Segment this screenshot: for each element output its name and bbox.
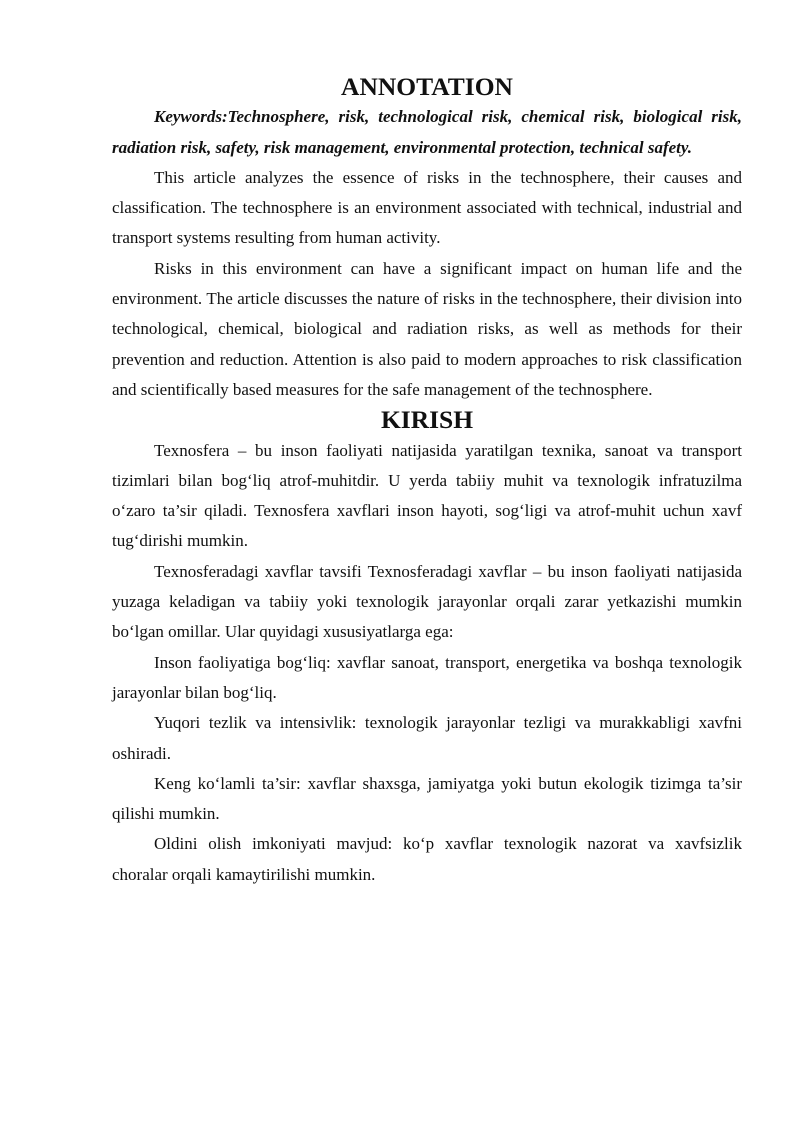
annotation-paragraph-1: This article analyzes the essence of risks in the technosphere, their causes and classification. The technosphere is an environment associated with technical, industrial and transport systems resulting from human activity. [112, 167, 742, 248]
kirish-paragraph-6: Oldini olish imkoniyati mavjud: ko‘p xavflar texnologik nazorat va xavfsizlik choralar orqali kamaytirilishi mumkin. [112, 834, 742, 884]
kirish-paragraph-3: Inson faoliyatiga bog‘liq: xavflar sanoat, transport, energetika va boshqa texnologik jarayonlar bilan bog‘liq. [112, 652, 742, 702]
document-page [112, 66, 742, 890]
annotation-heading: ANNOTATION [341, 72, 513, 101]
kirish-heading: KIRISH [380, 405, 474, 435]
kirish-paragraph-4: Yuqori tezlik va intensivlik: texnologik jarayonlar tezligi va murakkabligi xavfni oshiradi. [112, 713, 742, 763]
keywords-paragraph: Keywords:Technosphere, risk, technological risk, chemical risk, biological risk, radiation risk, safety, risk management, environmental protection, technical safety. [112, 107, 742, 157]
kirish-paragraph-5: Keng ko‘lamli ta’sir: xavflar shaxsga, jamiyatga yoki butun ekologik tizimga ta’sir qilishi mumkin. [112, 773, 742, 824]
annotation-paragraph-2: Risks in this environment can have a significant impact on human life and the environment. The article discusses the nature of risks in the technosphere, their division into technological, chemical, biological and radiation risks, as well as methods for their prevention and reduction. Attention is also paid to modern approaches to risk classification and scientifically based measures for the safe management of the technosphere. [112, 258, 742, 399]
kirish-paragraph-2: Texnosferadagi xavflar tavsifi Texnosferadagi xavflar – bu inson faoliyati natijasida yuzaga keladigan va tabiiy yoki texnologik jarayonlar orqali zarar yetkazishi mumkin bo‘lgan omillar. Ular quyidagi xususiyatlarga ega: [112, 561, 742, 642]
kirish-paragraph-1: Texnosfera – bu inson faoliyati natijasida yaratilgan texnika, sanoat va transport tizimlari bilan bog‘liq atrof-muhitdir. U yerda tabiiy muhit va texnologik infratuzilma o‘zaro ta’sir qiladi. Texnosfera xavflari inson hayoti, sog‘ligi va atrof-muhit uchun xavf tug‘dirishi mumkin. [112, 440, 742, 551]
